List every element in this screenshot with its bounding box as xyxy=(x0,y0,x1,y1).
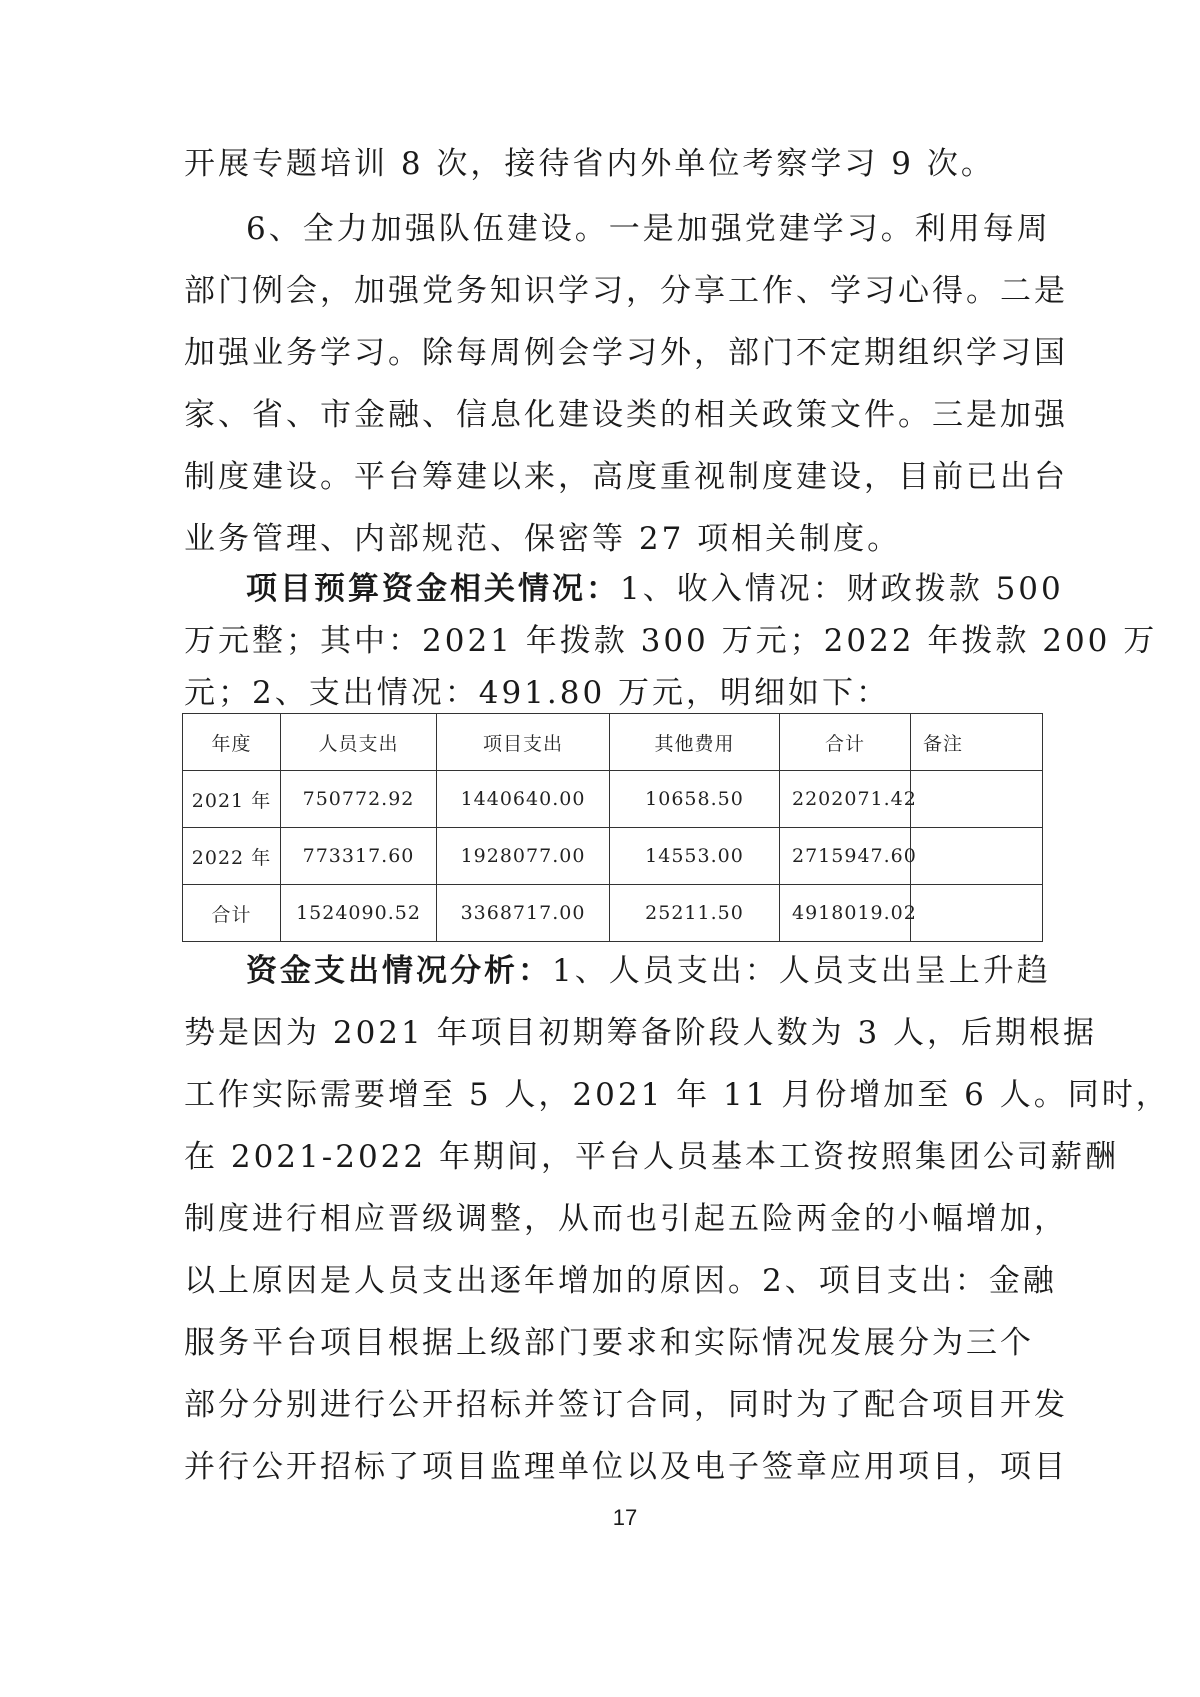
table-cell xyxy=(911,771,1043,828)
section-heading: 项目预算资金相关情况： xyxy=(246,571,620,607)
table-cell: 25211.50 xyxy=(610,885,780,942)
text-line: 部分分别进行公开招标并签订合同，同时为了配合项目开发 xyxy=(184,1387,1068,1423)
table-cell: 750772.92 xyxy=(281,771,437,828)
table-cell: 3368717.00 xyxy=(437,885,610,942)
table-cell: 14553.00 xyxy=(610,828,780,885)
table-cell: 10658.50 xyxy=(610,771,780,828)
text-line: 工作实际需要增至 5 人，2021 年 11 月份增加至 6 人。同时， xyxy=(184,1077,1170,1113)
text-line: 以上原因是人员支出逐年增加的原因。2、项目支出：金融 xyxy=(184,1263,1057,1299)
table-cell: 2022 年 xyxy=(183,828,281,885)
header-cell: 人员支出 xyxy=(281,714,437,771)
table-cell: 2202071.42 xyxy=(780,771,911,828)
text-line: 元；2、支出情况：491.80 万元，明细如下： xyxy=(184,675,891,711)
header-cell: 项目支出 xyxy=(437,714,610,771)
budget-table xyxy=(182,713,1043,942)
header-cell: 备注 xyxy=(911,714,1043,771)
table-header-row xyxy=(183,714,1043,771)
text-span: 1、收入情况：财政拨款 500 xyxy=(620,571,1064,607)
header-cell: 年度 xyxy=(183,714,281,771)
text-line: 制度建设。平台筹建以来，高度重视制度建设，目前已出台 xyxy=(184,459,1068,495)
table-cell: 1524090.52 xyxy=(281,885,437,942)
text-line: 制度进行相应晋级调整，从而也引起五险两金的小幅增加， xyxy=(184,1201,1068,1237)
table-cell: 1928077.00 xyxy=(437,828,610,885)
text-span: 1、人员支出：人员支出呈上升趋 xyxy=(552,953,1051,989)
text-line: 6、全力加强队伍建设。一是加强党建学习。利用每周 xyxy=(246,211,1051,247)
table-cell: 合计 xyxy=(183,885,281,942)
text-line: 服务平台项目根据上级部门要求和实际情况发展分为三个 xyxy=(184,1325,1034,1361)
page-number: 17 xyxy=(612,1505,638,1530)
section-heading: 资金支出情况分析： xyxy=(246,953,552,989)
table-cell: 2715947.60 xyxy=(780,828,911,885)
table-cell xyxy=(911,885,1043,942)
header-cell: 其他费用 xyxy=(610,714,780,771)
table-row xyxy=(183,828,1043,885)
text-line: 在 2021-2022 年期间，平台人员基本工资按照集团公司薪酬 xyxy=(184,1139,1119,1175)
table-cell: 2021 年 xyxy=(183,771,281,828)
text-line xyxy=(246,951,1051,991)
text-line: 势是因为 2021 年项目初期筹备阶段人数为 3 人，后期根据 xyxy=(184,1015,1098,1051)
text-line: 开展专题培训 8 次，接待省内外单位考察学习 9 次。 xyxy=(184,146,995,182)
text-line: 万元整；其中：2021 年拨款 300 万元；2022 年拨款 200 万 xyxy=(184,623,1158,659)
header-cell: 合计 xyxy=(780,714,911,771)
table-row xyxy=(183,885,1043,942)
text-line: 业务管理、内部规范、保密等 27 项相关制度。 xyxy=(184,521,902,557)
text-line xyxy=(246,569,1064,609)
table-cell: 773317.60 xyxy=(281,828,437,885)
table-cell xyxy=(911,828,1043,885)
text-line: 加强业务学习。除每周例会学习外，部门不定期组织学习国 xyxy=(184,335,1068,371)
table-cell: 1440640.00 xyxy=(437,771,610,828)
text-line: 家、省、市金融、信息化建设类的相关政策文件。三是加强 xyxy=(184,397,1068,433)
table-row xyxy=(183,771,1043,828)
table-cell: 4918019.02 xyxy=(780,885,911,942)
text-line: 部门例会，加强党务知识学习，分享工作、学习心得。二是 xyxy=(184,273,1068,309)
text-line: 并行公开招标了项目监理单位以及电子签章应用项目，项目 xyxy=(184,1449,1068,1485)
